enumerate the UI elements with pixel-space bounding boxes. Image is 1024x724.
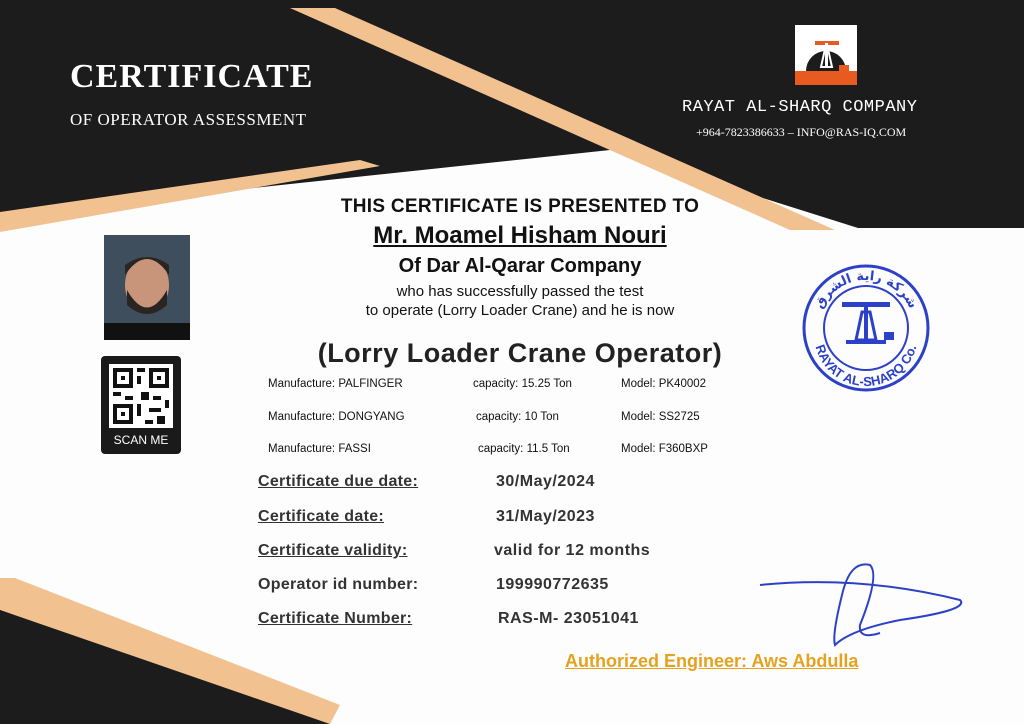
engineer-signature [740,555,980,655]
company-contact: +964-7823386633 – INFO@RAS-IQ.COM [696,125,907,139]
equipment-capacity: capacity: 10 Ton [476,411,559,423]
equipment-manufacture: Manufacture: PALFINGER [268,378,403,390]
certificate-subtitle: OF OPERATOR ASSESSMENT [70,110,307,129]
validity-label: Certificate validity: [258,542,408,559]
validity-value: valid for 12 months [494,542,651,559]
operator-role: (Lorry Loader Crane Operator) [317,338,723,368]
due-date-label: Certificate due date: [258,473,419,490]
operator-id-value: 199990772635 [496,576,609,593]
scan-me-label: SCAN ME [113,433,169,447]
company-logo [795,25,857,85]
due-date-value: 30/May/2024 [496,473,595,490]
operator-photo [104,235,190,340]
presented-heading: THIS CERTIFICATE IS PRESENTED TO [340,196,700,217]
equipment-manufacture: Manufacture: DONGYANG [268,411,405,423]
seal-english-text: RAYAT AL-SHARQ Co. [812,342,920,390]
operator-id-label: Operator id number: [258,576,419,593]
equipment-model: Model: PK40002 [621,378,707,390]
equipment-model: Model: F360BXP [621,443,708,455]
qr-code-icon [109,364,173,428]
company-name: RAYAT AL-SHARQ COMPANY [682,98,918,117]
certificate-title: CERTIFICATE [70,58,314,95]
recipient-company: Of Dar Al-Qarar Company [398,255,642,277]
equipment-model: Model: SS2725 [621,411,700,423]
company-seal [800,262,932,394]
person-photo-icon [104,235,190,340]
certificate-date-label: Certificate date: [258,508,385,525]
certificate-number-value: RAS-M- 23051041 [498,610,639,627]
recipient-name: Mr. Moamel Hisham Nouri [373,222,667,249]
certificate-number-label: Certificate Number: [258,610,413,627]
svg-text:RAYAT AL-SHARQ Co. [812,343,919,389]
certificate-date-value: 31/May/2023 [496,508,595,525]
seal-stamp-icon [800,262,932,394]
seal-arabic-text: شركة راية الشرق [811,268,921,312]
qr-code[interactable] [109,364,173,428]
equipment-capacity: capacity: 15.25 Ton [473,378,572,390]
statement-line-2: to operate (Lorry Loader Crane) and he is now [365,302,675,319]
equipment-manufacture: Manufacture: FASSI [268,443,371,455]
equipment-capacity: capacity: 11.5 Ton [478,443,570,455]
authorized-engineer: Authorized Engineer: Aws Abdulla [565,651,859,671]
statement-line-1: who has successfully passed the test [396,283,644,300]
oil-pump-icon [795,25,857,85]
qr-code-card[interactable] [101,356,181,454]
